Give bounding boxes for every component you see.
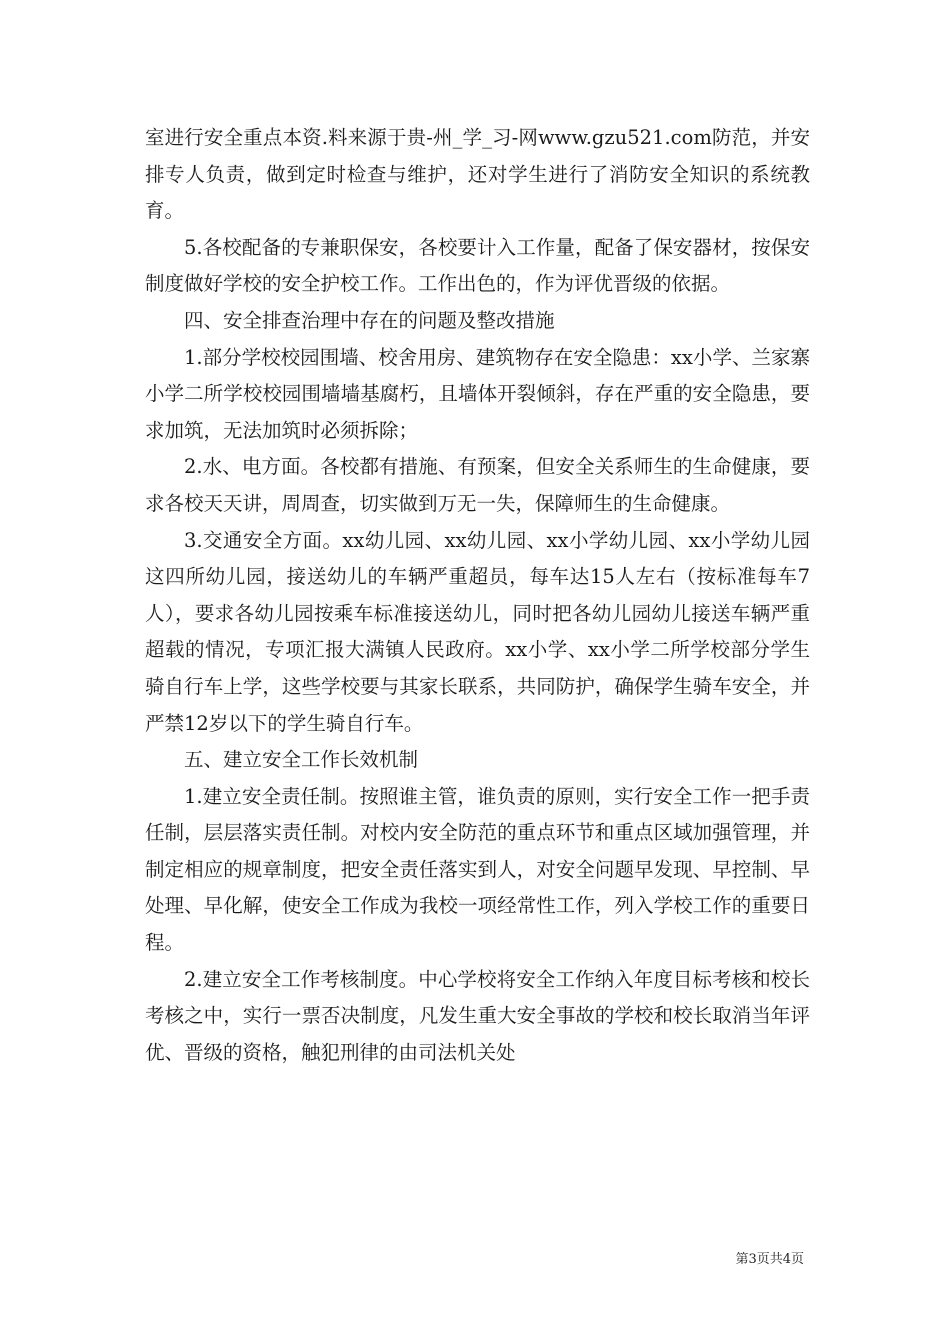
paragraph-4-1: 1.部分学校校园围墙、校舍用房、建筑物存在安全隐患：xx小学、兰家寨小学二所学校校园围墙墙基腐朽，且墙体开裂倾斜，存在严重的安全隐患，要求加筑，无法加筑时必须拆除； bbox=[145, 345, 810, 442]
paragraph-5-1: 1.建立安全责任制。按照谁主管，谁负责的原则，实行安全工作一把手责任制，层层落实责任制。对校内安全防范的重点环节和重点区域加强管理，并制定相应的规章制度，把安全责任落实到人，对安全问题早发现、早控制、早处理、早化解，使安全工作成为我校一项经常性工作，列入学校工作的重要日程。 bbox=[145, 784, 810, 955]
document-body bbox=[145, 120, 810, 1071]
section-heading-5: 五、建立安全工作长效机制 bbox=[184, 748, 419, 772]
paragraph-4-3: 3.交通安全方面。xx幼儿园、xx幼儿园、xx小学幼儿园、xx小学幼儿园这四所幼儿园，接送幼儿的车辆严重超员，每车达15人左右（按标准每车7人），要求各幼儿园按乘车标准接送幼儿，同时把各幼儿园幼儿接送车辆严重超载的情况，专项汇报大满镇人民政府。xx小学、xx小学二所学校部分学生骑自行车上学，这些学校要与其家长联系，共同防护，确保学生骑车安全，并严禁12岁以下的学生骑自行车。 bbox=[145, 528, 810, 735]
paragraph-item-5: 5.各校配备的专兼职保安，各校要计入工作量，配备了保安器材，按保安制度做好学校的安全护校工作。工作出色的，作为评优晋级的依据。 bbox=[145, 235, 810, 296]
paragraph-continuation: 室进行安全重点本资.料来源于贵-州_学_习-网www.gzu521.com防范，并安排专人负责，做到定时检查与维护，还对学生进行了消防安全知识的系统教育。 bbox=[145, 126, 810, 223]
paragraph-5-2: 2.建立安全工作考核制度。中心学校将安全工作纳入年度目标考核和校长考核之中，实行一票否决制度，凡发生重大安全事故的学校和校长取消当年评优、晋级的资格，触犯刑律的由司法机关处 bbox=[145, 967, 810, 1064]
page-number-footer: 第3页共4页 bbox=[735, 1252, 804, 1267]
paragraph-4-2: 2.水、电方面。各校都有措施、有预案，但安全关系师生的生命健康，要求各校天天讲，周周查，切实做到万无一失，保障师生的生命健康。 bbox=[145, 455, 810, 515]
section-heading-4: 四、安全排查治理中存在的问题及整改措施 bbox=[184, 308, 555, 332]
